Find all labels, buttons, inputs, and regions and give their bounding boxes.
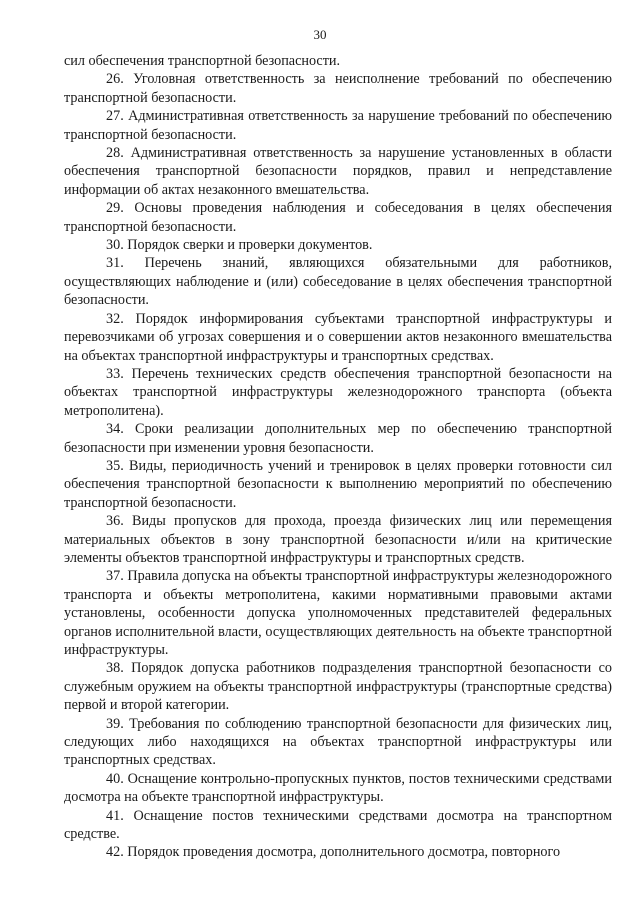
list-item-35: 35. Виды, периодичность учений и тренировок в целях проверки готовности сил обеспечения транспортной безопасности к выполнению мероприятий по обеспечению транспортной безопасности. — [64, 457, 612, 511]
list-item-41: 41. Оснащение постов техническими средствами досмотра на транспортном средстве. — [64, 807, 612, 843]
list-item-29: 29. Основы проведения наблюдения и собеседования в целях обеспечения транспортной безопасности. — [64, 200, 612, 235]
list-item-32: 32. Порядок информирования субъектами транспортной инфраструктуры и перевозчиками об угрозах совершения и о совершении актов незаконного вмешательства на объектах транспортной инфраструктуры и транспортных средствах. — [64, 310, 612, 364]
list-item-33: 33. Перечень технических средств обеспечения транспортной безопасности на объектах транспортной инфраструктуры железнодорожного транспорта (объекта метрополитена). — [64, 365, 612, 419]
list-item-38: 38. Порядок допуска работников подразделения транспортной безопасности со служебным оружием на объекты транспортной инфраструктуры (транспортные средства) первой и второй категории. — [64, 660, 612, 714]
document-body — [64, 52, 612, 862]
list-item-37: 37. Правила допуска на объекты транспортной инфраструктуры железнодорожного транспорта и объекты метрополитена, какими нормативными правовыми актами установлены, особенности допуска уполномоченных представителей федеральных органов исполнительной власти, осуществляющих деятельность на объекте транспортной инфраструктуры. — [64, 568, 612, 658]
page-number: 30 — [313, 27, 327, 42]
list-item-30: 30. Порядок сверки и проверки документов. — [106, 237, 373, 254]
list-item-36: 36. Виды пропусков для прохода, проезда физических лиц или перемещения материальных объектов в зону транспортной безопасности и/или на критические элементы объектов транспортной инфраструктуры и транспортных средств. — [64, 513, 612, 566]
continuation-paragraph: сил обеспечения транспортной безопасности. — [64, 53, 341, 69]
list-item-42: 42. Порядок проведения досмотра, дополнительного досмотра, повторного — [106, 844, 561, 861]
list-item-39: 39. Требования по соблюдению транспортной безопасности для физических лиц, следующих либо находящихся на объектах транспортной инфраструктуры или транспортных средствах. — [64, 715, 612, 769]
list-item-26: 26. Уголовная ответственность за неисполнение требований по обеспечению транспортной безопасности. — [64, 71, 612, 106]
list-item-27: 27. Административная ответственность за нарушение требований по обеспечению транспортной безопасности. — [64, 108, 612, 143]
list-item-31: 31. Перечень знаний, являющихся обязательными для работников, осуществляющих наблюдение и (или) собеседование в целях обеспечения транспортной безопасности. — [64, 255, 612, 309]
list-item-40: 40. Оснащение контрольно-пропускных пунктов, постов техническими средствами досмотра на объекте транспортной инфраструктуры. — [64, 770, 612, 806]
list-item-34: 34. Сроки реализации дополнительных мер по обеспечению транспортной безопасности при изменении уровня безопасности. — [64, 421, 612, 456]
list-item-28: 28. Административная ответственность за нарушение установленных в области обеспечения транспортной безопасности порядков, правил и непредставление информации об актах незаконного вмешательства. — [64, 145, 612, 198]
